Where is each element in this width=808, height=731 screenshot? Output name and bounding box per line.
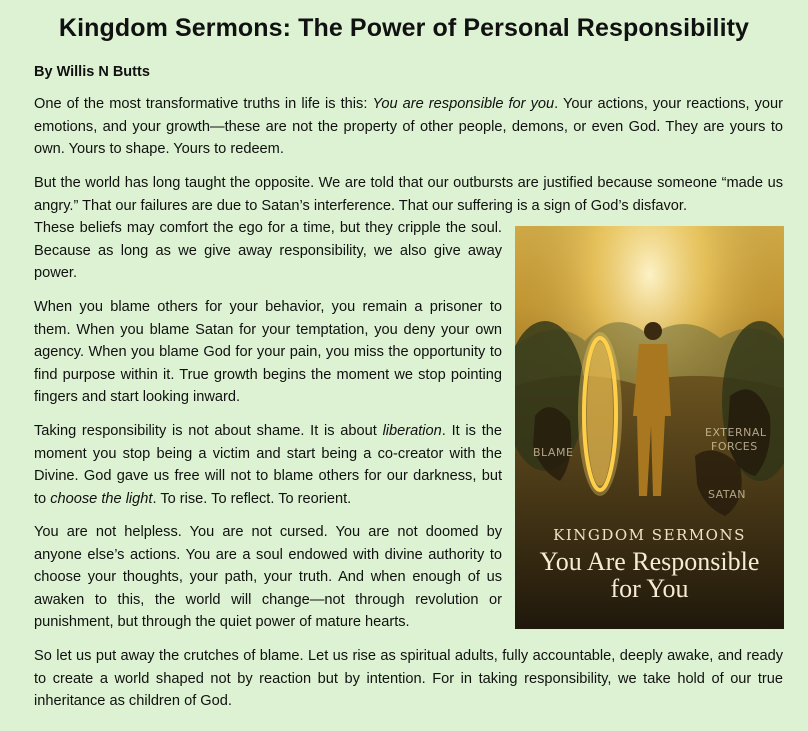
paragraph-1-emphasis: You are responsible for you [372, 96, 555, 112]
page-title: Kingdom Sermons: The Power of Personal Responsibility [58, 14, 750, 42]
cover-title-line-1: You Are Responsible [539, 547, 760, 576]
paragraph-2-text-b: These beliefs may comfort the ego for a time, but they cripple the soul. Because as long as we give away responsibility, we also give away power. [34, 220, 502, 281]
paragraph-4-emphasis-2: choose the light [50, 490, 153, 507]
paragraph-6: So let us put away the crutches of blame. Let us rise as spiritual adults, fully accountable, deeply awake, and ready to create a world shaped not by reaction but by intention. For in taking responsibility, we take hold of our true inheritance as children of God. [34, 648, 783, 709]
cover-label-blame: BLAME [533, 446, 574, 459]
cover-label-satan: SATAN [708, 488, 746, 501]
paragraph-1 [34, 93, 783, 161]
paragraph-1-text-a: One of the most transformative truths in life is this: [34, 96, 373, 112]
paragraph-1-text-b: . Your actions, your reactions, your emotions, and your growth—these are not the property of other people, demons, or even God. They are yours to own. Yours to shape. Yours to redeem. [34, 96, 783, 157]
paragraph-4-text-a: Taking responsibility is not about shame. It is about [34, 423, 383, 439]
paragraph-4-text-b: . It is the moment you stop being a victim and start being a co-creator with the Divine. God gave us free will not to blame others for our darkness, but to [34, 423, 503, 507]
book-cover-image [515, 226, 784, 629]
cover-series-name: KINGDOM SERMONS [553, 526, 746, 544]
cover-label-forces: FORCES [711, 440, 758, 453]
cover-label-external: EXTERNAL [705, 426, 767, 439]
cover-title-line-2: for You [610, 574, 689, 603]
paragraph-2-text-a: But the world has long taught the opposite. We are told that our outbursts are justified because someone “made us angry.” That our failures are due to Satan’s interference. That our suffering is a sign of God’s disfavor. [34, 175, 783, 214]
paragraph-4 [34, 420, 502, 510]
paragraph-5: You are not helpless. You are not cursed. You are not doomed by anyone else’s actions. You are a soul endowed with divine authority to choose your thoughts, your path, your truth. And when enough of us awaken to this, the world will change—not through revolution or punishment, but through the quiet power of mature hearts. [34, 524, 502, 630]
cover-title [515, 548, 784, 602]
paragraph-4-text-c: . To rise. To reflect. To reorient. [152, 490, 352, 507]
paragraph-3: When you blame others for your behavior, you remain a prisoner to them. When you blame Satan for your temptation, you deny your own agency. When you blame God for your pain, you miss the opportunity to find purpose within it. True growth begins the moment we stop pointing fingers and start looking inward. [34, 299, 502, 405]
author-byline: By Willis N Butts [34, 64, 150, 80]
paragraph-4-emphasis-1: liberation [382, 423, 442, 439]
